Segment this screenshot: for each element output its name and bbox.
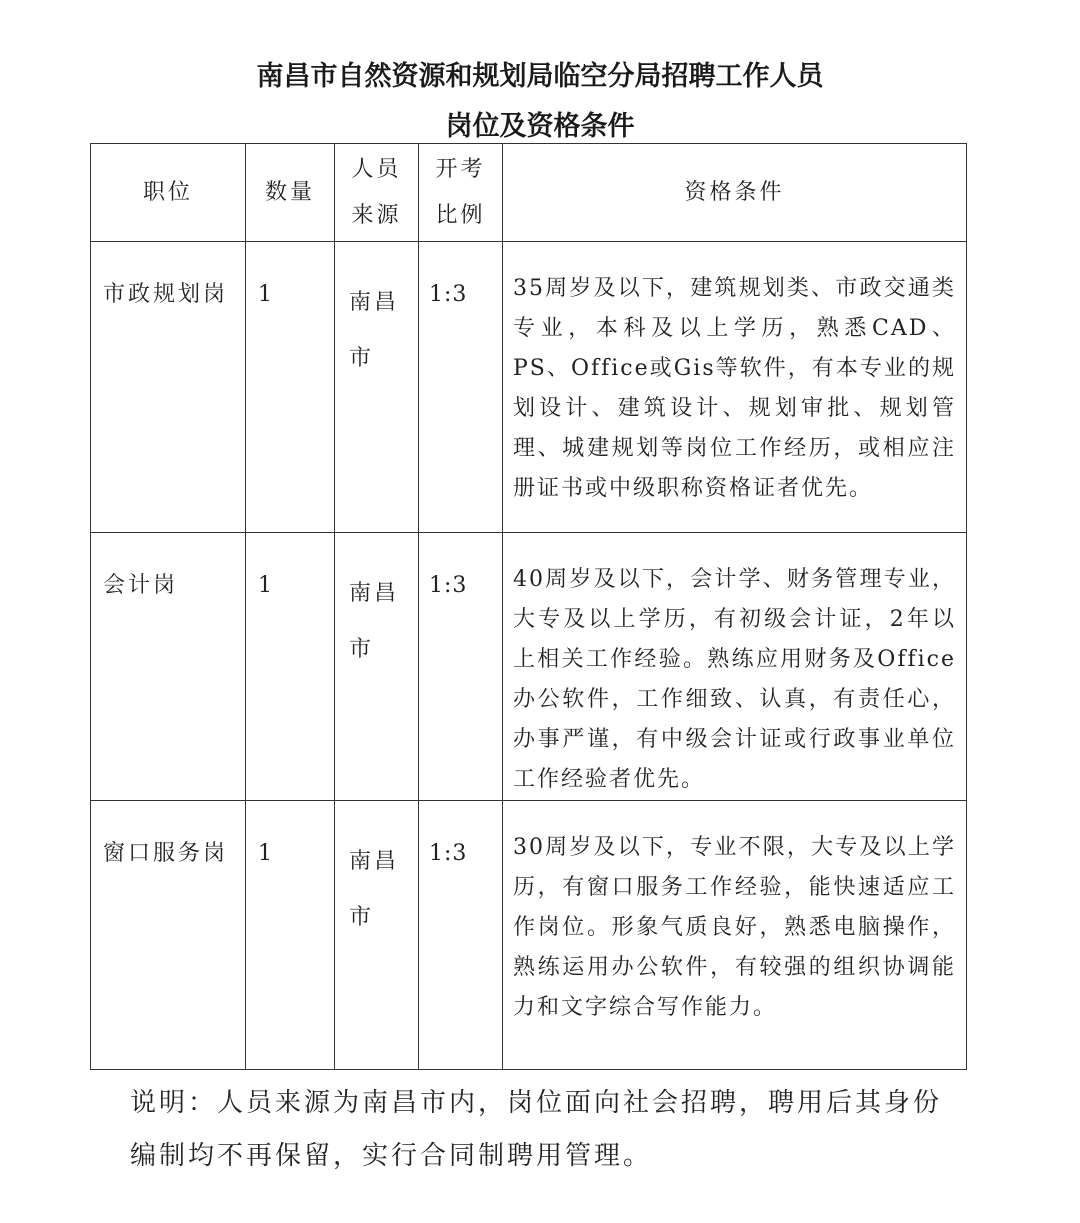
header-count: 数量 [246,144,335,242]
document-title: 南昌市自然资源和规划局临空分局招聘工作人员 [256,61,824,92]
table-row [91,533,967,801]
cell-ratio: 1:3 [419,801,503,1070]
cell-ratio: 1:3 [419,533,503,801]
cell-ratio: 1:3 [419,242,503,533]
explanatory-note: 说明：人员来源为南昌市内，岗位面向社会招聘，聘用后其身份编制均不再保留，实行合同制聘用管理。 [130,1088,943,1171]
cell-position: 市政规划岗 [91,242,246,533]
table-row [91,801,967,1070]
header-ratio: 开考比例 [419,144,503,242]
positions-table [90,143,967,1070]
cell-source: 南昌市 [335,242,419,533]
cell-requirements: 30周岁及以下，专业不限，大专及以上学历，有窗口服务工作经验，能快速适应工作岗位。形象气质良好，熟悉电脑操作，熟练运用办公软件，有较强的组织协调能力和文字综合写作能力。 [503,801,967,1070]
cell-count: 1 [246,801,335,1070]
cell-source: 南昌市 [335,801,419,1070]
cell-position: 会计岗 [91,533,246,801]
header-position: 职位 [91,144,246,242]
cell-count: 1 [246,242,335,533]
header-requirements: 资格条件 [503,144,967,242]
document-subtitle: 岗位及资格条件 [445,111,635,142]
cell-requirements: 40周岁及以下，会计学、财务管理专业，大专及以上学历，有初级会计证，2年以上相关工作经验。熟练应用财务及Office办公软件，工作细致、认真，有责任心，办事严谨，有中级会计证或行政事业单位工作经验者优先。 [503,533,967,801]
cell-requirements: 35周岁及以下，建筑规划类、市政交通类专业，本科及以上学历，熟悉CAD、PS、Office或Gis等软件，有本专业的规划设计、建筑设计、规划审批、规划管理、城建规划等岗位工作经历，或相应注册证书或中级职称资格证者优先。 [503,242,967,533]
table-row [91,242,967,533]
cell-count: 1 [246,533,335,801]
table-header-row [91,144,967,242]
header-source: 人员来源 [335,144,419,242]
cell-position: 窗口服务岗 [91,801,246,1070]
cell-source: 南昌市 [335,533,419,801]
